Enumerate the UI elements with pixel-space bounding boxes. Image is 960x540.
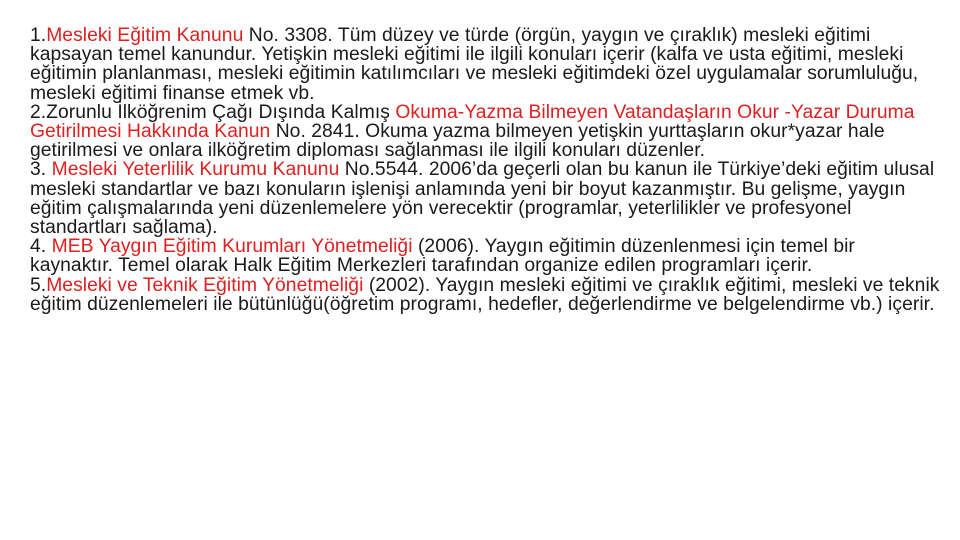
list-item bbox=[30, 160, 942, 237]
item-body: No. 3308. Tüm düzey ve türde (örgün, yaygın ve çıraklık) mesleki eğitimi kapsayan temel kanundur. Yetişkin mesleki eğitimi ile ilgili konuları içerir (kalfa ve usta eğitimi, mesleki eğitimin planlanması, mesleki eğitimin katılımcıları ve mesleki eğitimdeki özel uygulamalar sorumluluğu, mesleki eğitimi finanse etmek vb. bbox=[30, 25, 919, 104]
list-item bbox=[30, 237, 942, 275]
law-title: Mesleki Yeterlilik Kurumu Kanunu bbox=[51, 159, 340, 181]
slide-body bbox=[30, 26, 942, 314]
law-title: Mesleki Eğitim Kanunu bbox=[46, 25, 244, 46]
law-title: MEB Yaygın Eğitim Kurumları Yönetmeliği bbox=[51, 236, 413, 258]
item-body: (2006). Yaygın eğitimin düzenlenmesi için temel bir kaynaktır. Temel olarak Halk Eğitim Merkezleri tarafından organize edilen programları içerir. bbox=[30, 236, 855, 277]
item-prefix: 5. bbox=[30, 274, 47, 296]
law-title: Mesleki ve Teknik Eğitim Yönetmeliği bbox=[46, 274, 364, 296]
item-body: No. 2841. Okuma yazma bilmeyen yetişkin yurttaşların okur*yazar hale getirilmesi ve onlara ilköğretim diploması sağlanması ile ilgili konuları düzenler. bbox=[30, 121, 885, 162]
item-body: (2002). Yaygın mesleki eğitimi ve çıraklık eğitimi, mesleki ve teknik eğitim düzenlemeleri ile bütünlüğü(öğretim programı, hedefler, değerlendirme ve belgelendirme vb.) içerir. bbox=[30, 274, 940, 315]
item-body: No.5544. 2006’da geçerli olan bu kanun ile Türkiye’deki eğitim ulusal mesleki standartlar ve bazı konuların işlenişi anlamında yeni bir boyut kazanmıştır. Bu gelişme, yaygın eğitim çalışmalarında yeni düzenlemelere yön verecektir (programlar, yeterlilikler ve profesyonel standartları sağlama). bbox=[30, 159, 935, 239]
item-prefix: 3. bbox=[30, 159, 52, 181]
item-prefix: 1. bbox=[30, 25, 47, 46]
law-title: Okuma-Yazma Bilmeyen Vatandaşların Okur -Yazar Duruma Getirilmesi Hakkında Kanun bbox=[30, 101, 915, 143]
list-item bbox=[30, 26, 942, 103]
list-item bbox=[30, 276, 942, 314]
list-item bbox=[30, 103, 942, 161]
item-prefix: 2.Zorunlu İlköğrenim Çağı Dışında Kalmış bbox=[30, 101, 396, 123]
item-prefix: 4. bbox=[30, 236, 52, 258]
